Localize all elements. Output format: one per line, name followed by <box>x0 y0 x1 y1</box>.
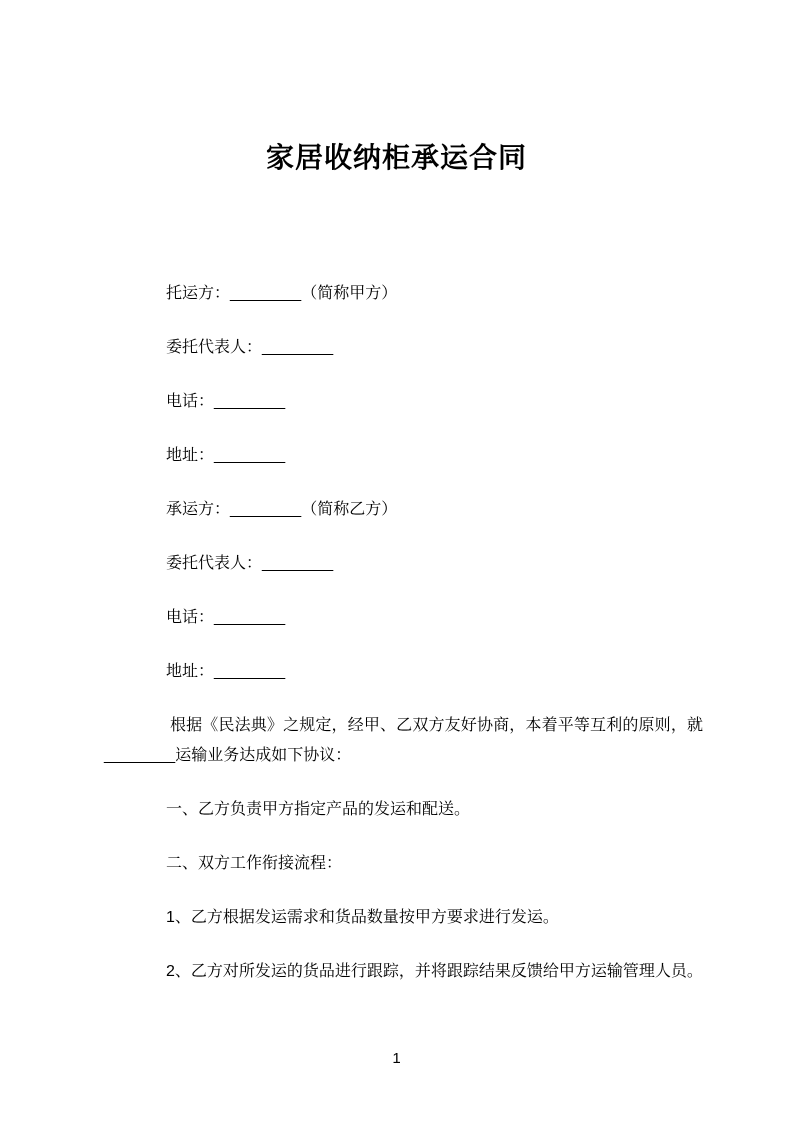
field-consignor-representative: 委托代表人：________ <box>166 339 334 356</box>
document-body <box>104 279 703 987</box>
field-carrier-phone: 电话：________ <box>166 609 286 626</box>
field-consignor-phone: 电话：________ <box>166 393 286 410</box>
field-carrier-address: 地址：________ <box>166 663 286 680</box>
field-carrier-representative: 委托代表人：________ <box>166 555 334 572</box>
field-carrier: 承运方：________（简称乙方） <box>166 501 398 518</box>
document-title: 家居收纳柜承运合同 <box>265 142 527 173</box>
clause-1: 一、乙方负责甲方指定产品的发运和配送。 <box>166 801 471 818</box>
field-consignor-address: 地址：________ <box>166 447 286 464</box>
intro-paragraph <box>104 711 703 771</box>
clause-2-item-1: 1、乙方根据发运需求和货品数量按甲方要求进行发运。 <box>166 909 559 926</box>
intro-paragraph-line-2: ________运输业务达成如下协议： <box>104 747 352 764</box>
clause-2: 二、双方工作衔接流程： <box>166 855 343 872</box>
page-number: 1 <box>392 1050 401 1067</box>
clause-2-item-2: 2、乙方对所发运的货品进行跟踪，并将跟踪结果反馈给甲方运输管理人员。 <box>166 963 703 980</box>
field-consignor: 托运方：________（简称甲方） <box>166 285 398 302</box>
intro-paragraph-line-1: 根据《民法典》之规定，经甲、乙双方友好协商，本着平等互利的原则，就 <box>170 717 703 734</box>
